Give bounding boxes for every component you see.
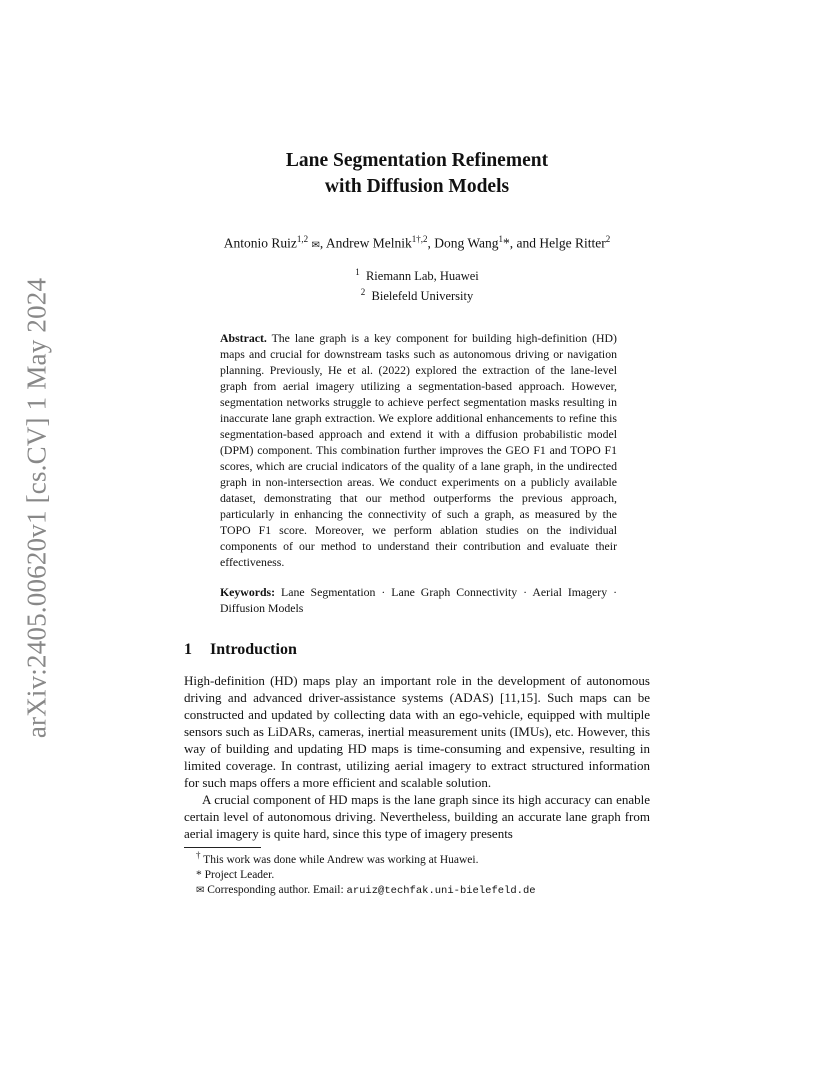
footnote-text: This work was done while Andrew was working at Huawei. bbox=[203, 853, 479, 866]
paper-title bbox=[184, 148, 650, 200]
author-affil-sup: 1,2 bbox=[296, 234, 309, 244]
paper-page bbox=[184, 148, 650, 899]
keywords-text: Lane Segmentation · Lane Graph Connectivity · Aerial Imagery · Diffusion Models bbox=[220, 584, 618, 615]
section-title: Introduction bbox=[210, 640, 297, 658]
author-list bbox=[184, 230, 650, 255]
abstract-text: The lane graph is a key component for building high-definition (HD) maps and crucial for downstream tasks such as autonomous driving or navigation planning. Previously, He et al. (2022) explored the extraction of the lane-level graph from aerial imagery utilizing a segmentation-based approach. However, segmentation networks struggle to achieve perfect segmentation masks resulting in inaccurate lane graph extraction. We explore additional enhancements to refine this segmentation-based approach and extend it with a diffusion probabilistic model (DPM) component. This combination further improves the GEO F1 and TOPO F1 scores, which are crucial indicators of the quality of a lane graph, in the undirected graph in non-intersection areas. We conduct experiments on a publicly available dataset, demonstrating that our method outperforms the previous approach, particularly in enhancing the connectivity of such a graph, as measured by the TOPO F1 score. Moreover, we perform ablation studies on the individual components of our method to understand their contribution and evaluate their effectiveness. bbox=[220, 330, 617, 569]
affiliation-sup: 1 bbox=[355, 266, 360, 277]
footnote-andrew bbox=[184, 848, 650, 868]
footnote-project-leader bbox=[184, 868, 650, 883]
footnote-text: Corresponding author. Email: bbox=[207, 883, 344, 896]
project-leader-mark: * bbox=[503, 235, 510, 251]
title-line-1: Lane Segmentation Refinement bbox=[285, 150, 549, 171]
keywords-label: Keywords: bbox=[220, 584, 276, 599]
footnote-corresponding bbox=[184, 883, 650, 899]
author-name: , and Helge Ritter bbox=[509, 235, 606, 251]
affiliation-name: Riemann Lab, Huawei bbox=[365, 268, 479, 283]
email-link[interactable]: aruiz@techfak.uni-bielefeld.de bbox=[346, 884, 536, 897]
affiliation-item bbox=[184, 284, 650, 304]
section-number: 1 bbox=[184, 640, 192, 658]
author-affil-sup: 2 bbox=[605, 234, 611, 244]
keywords bbox=[220, 584, 617, 616]
author-affil-sup: 1 bbox=[498, 234, 504, 244]
abstract-label: Abstract. bbox=[220, 330, 267, 345]
affiliation-item bbox=[184, 264, 650, 284]
author-name: , Andrew Melnik bbox=[319, 235, 412, 251]
author-affil-sup: 1†,2 bbox=[411, 234, 428, 244]
footnote-mark: * bbox=[196, 868, 202, 881]
footnote-mark: † bbox=[196, 849, 201, 860]
body-paragraph: A crucial component of HD maps is the lane graph since its high accuracy can enable certain level of autonomous driving. Nevertheless, building an accurate lane graph from aerial imagery is quite hard, since this type of imagery presents bbox=[184, 791, 650, 841]
section-heading bbox=[184, 640, 650, 660]
affiliation-name: Bielefeld University bbox=[371, 288, 474, 303]
envelope-icon: ✉ bbox=[196, 884, 205, 896]
envelope-icon: ✉ bbox=[311, 239, 320, 251]
abstract bbox=[220, 330, 617, 570]
body-paragraph: High-definition (HD) maps play an important role in the development of autonomous driving and advanced driver-assistance systems (ADAS) [11,15]. Such maps can be constructed and updated by collecting data with an ego-vehicle, equipped with multiple sensors such as LiDARs, cameras, inertial measurement units (IMUs), etc. However, this way of building and updating HD maps is time-consuming and expensive, resulting in limited coverage. In contrast, utilizing aerial imagery to extract structured information for such maps offers a more efficient and scalable solution. bbox=[184, 672, 650, 790]
arxiv-stamp bbox=[17, 277, 57, 739]
footnote-text: Project Leader. bbox=[204, 868, 275, 881]
author-name: , Dong Wang bbox=[427, 235, 499, 251]
title-line-2: with Diffusion Models bbox=[324, 176, 510, 197]
affiliation-sup: 2 bbox=[360, 286, 366, 297]
affiliations bbox=[184, 264, 650, 304]
author-name: Antonio Ruiz bbox=[223, 235, 297, 251]
arxiv-id: arXiv:2405.00620v1 [cs.CV] 1 May 2024 bbox=[21, 277, 52, 739]
